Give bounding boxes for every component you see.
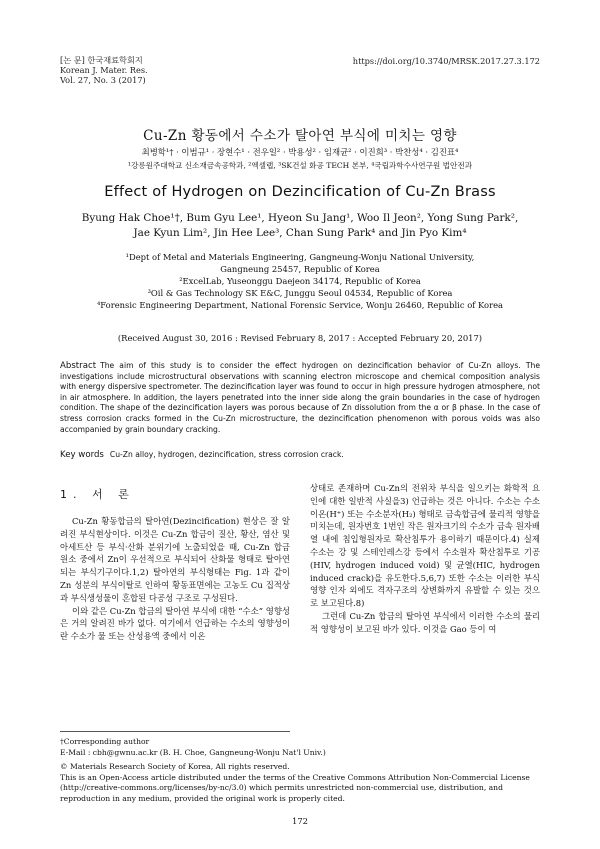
korean-affiliations: ¹강릉원주대학교 신소재금속공학과, ²엑셀랩, ³SK건설 화공 TECH 본부, ⁴국립과학수사연구원 법안전과: [127, 161, 473, 170]
affiliation-4: ⁴Forensic Engineering Department, National Forensic Service, Wonju 26460, Republic of Korea: [96, 300, 504, 310]
left-column: [60, 515, 290, 643]
page-number: 172: [292, 816, 308, 826]
english-authors-line2: Jae Kyun Lim², Jin Hee Lee³, Chan Sung Park⁴ and Jin Pyo Kim⁴: [133, 227, 467, 239]
footnote-rule: [60, 731, 290, 732]
english-title: Effect of Hydrogen on Dezincification of Cu-Zn Brass: [104, 184, 496, 200]
journal-name-english: Korean J. Mater. Res.: [60, 65, 148, 75]
english-affiliations: [0, 251, 600, 311]
abstract-text: The aim of this study is to consider the effect hydrogen on dezincification behavior of Cu-Zn alloys. The investigations include microstructural observations with scanning electron microscope and chemical composition analysis with energy dispersive spectrometer. The dezincification layer was found to occur in high pressure hydrogen atmosphere, not in air atmosphere. In addition, the layers penetrated into the inner side along the grain boundaries in the case of hydrogen condition. The shape of the dezincification layers was porous because of Zn dissolution from the α or β phase. In the case of stress corrosion cracks formed in the Cu-Zn microstructure, the dezincification phenomenon with porous voids was also accompanied by grain boundary cracking.: [60, 361, 540, 434]
keywords: [60, 450, 540, 460]
abstract: [60, 361, 540, 435]
journal-volume: Vol. 27, No. 3 (2017): [60, 75, 146, 85]
corresponding-email: E-Mail : cbh@gwnu.ac.kr (B. H. Choe, Gangneung-Wonju Nat'l Univ.): [60, 747, 326, 757]
english-authors: [0, 211, 600, 241]
journal-name-korean: [논 문] 한국재료학회지: [60, 55, 143, 65]
affiliation-1b: Gangneung 25457, Republic of Korea: [220, 264, 380, 274]
affiliation-1a: ¹Dept of Metal and Materials Engineering, Gangneung-Wonju National University,: [125, 252, 475, 262]
license-notice: This is an Open-Access article distributed under the terms of the Creative Commons Attribution Non-Commercial License (http://creative-commons.org/licenses/by-nc/3.0) which permits unrestricted non-commercial use, distribution, and reproduction in any medium, provided the original work is properly cited.: [60, 772, 530, 803]
keywords-text: Cu-Zn alloy, hydrogen, dezincification, stress corrosion crack.: [109, 450, 344, 459]
corresponding-author-label: †Corresponding author: [60, 737, 150, 746]
korean-title: Cu-Zn 황동에서 수소가 탈아연 부식에 미치는 영향: [143, 128, 457, 144]
english-authors-line1: Byung Hak Choe¹†, Bum Gyu Lee¹, Hyeon Su Jang¹, Woo Il Jeon², Yong Sung Park²,: [81, 212, 519, 224]
right-paragraph-1: 상태로 존재하며 Cu-Zn의 전위차 부식을 일으키는 화학적 요인에 대한 일반적 사실을3) 언급하는 것은 아니다. 수소는 수소이온(H⁺) 또는 수소분자(H₂) 형태로 금속합금에 물리적 영향을 미치는데, 원자번호 1번인 작은 원자크기의 수소가 금속 원자배열 내에 침입형원자로 확산침투가 용이하기 때문이다.4) 실제 수소는 강 및 스테인레스강 등에서 수소원자 확산침투로 기공(HIV, hydrogen induced void) 및 균열(HIC, hydrogen induced crack)을 유도한다.5,6,7) 또한 수소는 이러한 부식 영향 인자 외에도 격자구조의 상변화까지 유발할 수 있는 것으로 보고된다.8): [310, 483, 540, 609]
affiliation-3: ³Oil & Gas Technology SK E&C, Junggu Seoul 04534, Republic of Korea: [147, 288, 453, 298]
right-paragraph-2: 그런데 Cu-Zn 합금의 탈아연 부식에서 이러한 수소의 물리적 영향성이 보고된 바가 있다. 이것을 Gao 등이 여: [310, 610, 540, 634]
copyright-notice: © Materials Research Society of Korea, All rights reserved.: [60, 762, 290, 772]
keywords-label: Key words: [60, 450, 104, 460]
affiliation-2: ²ExcelLab, Yuseonggu Daejeon 34174, Republic of Korea: [179, 276, 421, 286]
journal-header: [60, 55, 148, 85]
right-column: [310, 482, 540, 636]
received-dates: (Received August 30, 2016 : Revised February 8, 2017 : Accepted February 20, 2017): [117, 333, 483, 343]
korean-authors: 최병학¹† · 이범규¹ · 장현수¹ · 전우일² · 박용성² · 임재균² · 이진희³ · 박찬성⁴ · 김진표⁴: [141, 147, 459, 157]
abstract-label: Abstract: [60, 361, 97, 371]
section-heading: 1. 서 론: [60, 488, 135, 501]
left-paragraph-2: 이와 같은 Cu-Zn 합금의 탈아연 부식에 대한 “수소” 영향성은 거의 알려진 바가 없다. 여기에서 언급하는 수소의 영향성이란 수소가 물 또는 산성용액 중에서 이온: [60, 605, 290, 642]
footnote: [60, 737, 540, 805]
doi-link[interactable]: https://doi.org/10.3740/MRSK.2017.27.3.172: [352, 56, 540, 66]
left-paragraph-1: Cu-Zn 황동합금의 탈아연(Dezincification) 현상은 잘 알려진 부식현상이다. 이것은 Cu-Zn 합금이 질산, 황산, 염산 및 아세트산 등 부식·산화 분위기에 노출되었을 때, Cu-Zn 합금 원소 중에서 Zn이 우선적으로 부식되어 산화물 형태로 탈아연되는 부식기구이다.1,2) 탈아연의 부식형태는 Fig. 1과 같이 Zn 성분의 부식이탈로 인하여 황동표면에는 고농도 Cu 집적상과 부식생성물이 혼합된 다공성 구조로 구성된다.: [60, 516, 290, 603]
